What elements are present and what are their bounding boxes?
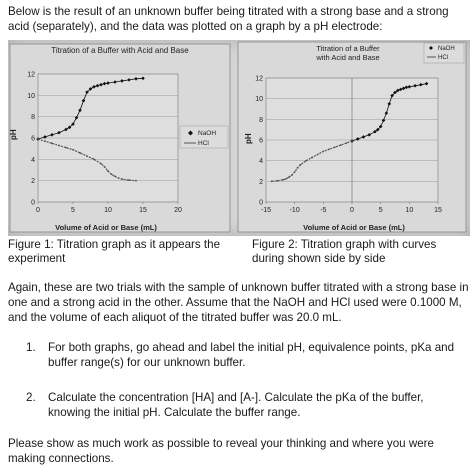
chart1-y-tick: 12: [27, 71, 35, 79]
description-paragraph: Again, these are two trials with the sample of unknown buffer titrated with a strong base in one and a strong acid in the other. Assume that the NaOH and HCl used were 0.1000 M, and the volume of each aliquot of the titrated buffer was 20.0 mL.: [8, 281, 469, 324]
chart2-title-line2: with Acid and Base: [316, 53, 380, 62]
chart1-point-hcl: [114, 176, 116, 178]
chart2-point-hcl: [282, 179, 284, 181]
chart2-x-tick: 10: [405, 207, 414, 214]
chart1-x-tick: 20: [174, 207, 182, 214]
chart1-x-tick: 0: [36, 207, 40, 214]
closing-text: Please show as much work as possible to reveal your thinking and where you were making connections.: [8, 437, 434, 465]
chart1-point-hcl: [93, 158, 95, 160]
chart2-point-hcl: [305, 160, 307, 162]
chart2-point-hcl: [288, 176, 290, 178]
chart1-point-hcl: [104, 166, 106, 168]
chart2-point-hcl: [322, 150, 324, 152]
chart2-y-tick: 4: [259, 158, 263, 166]
graphs-svg: [8, 40, 470, 236]
chart2-ylabel: pH: [244, 133, 253, 144]
graphs-photo: [8, 40, 470, 236]
chart2-point-hcl: [311, 157, 313, 159]
question-2-number: 2.: [26, 391, 36, 404]
chart1-x-tick: 5: [71, 207, 75, 214]
chart1-y-tick: 6: [31, 135, 35, 143]
chart2-y-tick: 12: [255, 75, 263, 83]
chart1-ylabel: pH: [9, 129, 18, 140]
chart1-legend: [180, 126, 228, 148]
chart1-x-tick: 15: [139, 207, 147, 214]
chart1-point-hcl: [100, 163, 102, 165]
chart2-x-tick: 5: [378, 207, 383, 214]
chart1-xlabel: Volume of Acid or Base (mL): [55, 223, 157, 232]
chart2-legend-hcl: HCl: [438, 55, 448, 61]
chart2-title-line1: Titration of a Buffer: [316, 44, 380, 53]
chart1-point-hcl: [72, 149, 74, 151]
figure2-caption: Figure 2: Titration graph with curves during shown side by side: [252, 238, 437, 265]
chart1-y-tick: 2: [31, 178, 35, 186]
chart2-y-tick: 2: [259, 178, 263, 186]
chart1-x-tick: 10: [104, 207, 112, 214]
chart1-point-hcl: [128, 179, 130, 181]
chart2-x-tick: -5: [320, 207, 327, 214]
chart2-xlabel: Volume of Acid or Base (mL): [303, 223, 405, 232]
chart1-point-hcl: [86, 155, 88, 157]
question-2-text: Calculate the concentration [HA] and [A-]. Calculate the pKa of the buffer, knowing the initial pH. Calculate the buffer range.: [48, 391, 424, 419]
chart1-point-hcl: [111, 173, 113, 175]
chart2-legend: [424, 43, 464, 63]
chart2-point-hcl: [345, 142, 347, 144]
chart2-point-hcl: [328, 148, 330, 150]
figure1-caption: Figure 1: Titration graph as it appears the experiment: [8, 238, 221, 265]
chart2-legend-naoh: NaOH: [438, 46, 455, 52]
chart1-point-hcl: [121, 178, 123, 180]
question-1-text: For both graphs, go ahead and label the initial pH, equivalence points, pKa and buffer range(s) for our unknown buffer.: [48, 341, 455, 369]
chart1-point-hcl: [51, 142, 53, 144]
chart1-point-hcl: [79, 152, 81, 154]
chart2-y-tick: 6: [259, 137, 263, 145]
chart2-x-tick: -10: [289, 207, 300, 214]
chart2-point-hcl: [294, 171, 296, 173]
chart1-y-tick: 10: [27, 92, 35, 100]
question-1: [26, 340, 470, 372]
question-2: [26, 390, 470, 422]
chart1-point-hcl: [65, 147, 67, 149]
chart2-plot: [255, 76, 442, 215]
chart2-y-tick: 0: [259, 199, 263, 207]
chart1-legend-hcl: HCl: [198, 140, 209, 147]
chart1-y-tick: 4: [31, 156, 35, 164]
chart2-point-hcl: [277, 180, 279, 182]
chart1-legend-naoh: NaOH: [198, 130, 217, 137]
chart2-point-hcl: [297, 167, 299, 169]
chart1-point-hcl: [37, 138, 39, 140]
chart1-plot: [27, 72, 182, 215]
chart2-point-hcl: [317, 154, 319, 156]
chart2-x-tick: -15: [260, 207, 272, 214]
question-1-number: 1.: [26, 341, 36, 354]
chart1-y-tick: 0: [31, 199, 35, 207]
chart1-title: Titration of a Buffer with Acid and Base: [51, 46, 189, 55]
chart1-point-hcl: [58, 145, 60, 147]
chart2-y-tick: 8: [259, 116, 263, 124]
chart2-point-hcl: [340, 144, 342, 146]
chart2-point-hcl: [334, 146, 336, 148]
chart1-y-tick: 8: [31, 114, 35, 122]
chart2-x-tick: 15: [434, 207, 442, 214]
chart1-point-hcl: [44, 140, 46, 142]
chart2-x-tick: 0: [350, 207, 354, 214]
chart2-y-tick: 10: [255, 96, 263, 104]
chart1-point-hcl: [135, 180, 137, 182]
chart2-point-hcl: [291, 174, 293, 176]
chart1-point-hcl: [118, 177, 120, 179]
chart1-point-hcl: [107, 170, 109, 172]
chart2-point-hcl: [351, 140, 353, 142]
chart2-point-hcl: [300, 164, 302, 166]
chart2-point-hcl: [285, 178, 287, 180]
chart2-point-hcl: [271, 180, 273, 182]
intro-text: Below is the result of an unknown buffer being titrated with a strong base and a strong acid (separately), and the data was plotted on a graph by a pH electrode:: [8, 5, 449, 33]
